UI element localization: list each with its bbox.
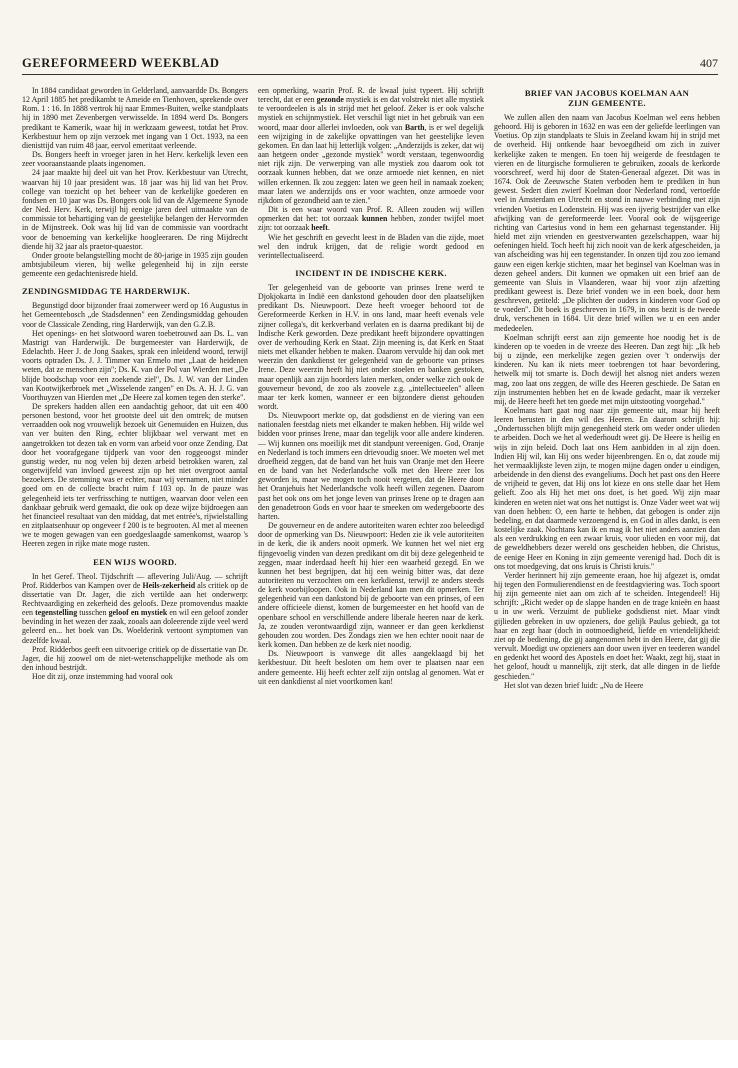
column-1 bbox=[22, 86, 248, 1036]
column-3 bbox=[494, 86, 720, 1036]
paragraph: In 1884 candidaat geworden in Gelderland, aanvaardde Ds. Bongers 12 April 1885 het predikambt te Ameide en Tienhoven, sprekende over Rom. 1 : 16. In 1888 vertrok hij naar Emmes-Buiten, welke standplaats hij in 1890 met Zevenbergen verwisselde. In 1894 werd Ds. Bongers predikant te Kamerik, waar hij in werkzaam geweest, totdat het Prov. Kerkbestuur hem op zijn verzoek met ingang van 1 Oct. 1933, na een dienisttijd van ruim 48 jaar, eervol emeritaat verleende. bbox=[22, 86, 248, 150]
text-run: mystiek is en dat volstrekt niet alle mystiek te veroordeelen is als in strijd met het geloof. Zeker is er ook valsche mystiek en schijnmystiek. Het verschil ligt niet in het gebruik van een woord, maar door allerlei invloeden, ook van bbox=[258, 95, 484, 132]
paragraph bbox=[258, 205, 484, 232]
publication-title: GEREFORMEERD WEEKBLAD bbox=[22, 56, 220, 70]
paragraph: Het openings- en het slotwoord waren toebetrouwd aan Ds. L. van Mastrigt van Harderwijk. De burgemeester van Harderwijk, de Edelachtb. Heer J. de Jong Saakes, sprak een inleidend woord, terwijl voorts optraden Ds. J. J. Timmer van Ermelo met „Laat de heidenen weten, dat ze menschen zijn"; Ds. K. van der Pol van Wierden met „De blijde boodschap voor een zoekende ziel", Ds. J. W. van der Linden van Kootwijkerbroek met „Wisselende zangen" en Ds. A. H. J. G. van Voorthuyzen van Hierden met „De Heere zal komen tegen den sterke". bbox=[22, 328, 248, 402]
paragraph: Hoe dit zij, onze instemming had vooral ook bbox=[32, 672, 173, 682]
paragraph bbox=[22, 572, 248, 645]
article-heading-wijs-woord: EEN WIJS WOORD. bbox=[93, 556, 177, 567]
text-run: hebben, zonder twijfel moet zijn: tot oorzaak bbox=[258, 214, 484, 233]
paragraph: We zullen allen den naam van Jacobus Koelman wel eens hebben gehoord. Hij is geboren in 1632 en was een der geliefde leerlingen van Voetius. Op zijn standplaats te Sluis in Zeeland kwam hij in strijd met de overheid. Hij ontkende haar bevoegdheid om zich in zuiver kerkelijke zaken te mengen. En toen hij weigerde de feestdagen te vieren en de liturgische formulieren te gebruiken, zooals de kerkorde voorschreef, werd hij door de Staten-Generaal afgezet. Dit was in 1674. Ook de Zeeuwsche Staten verboden hem te prediken in hun gewest. Sedert dien zwierf Koelman door Nederland rond, vertoefde veel in Amsterdam en Utrecht en stond in nauwe verbinding met zijn vrienden Voetius en Lodenstein. Hij was een ijverig bestrijder van elke afwijking van de gereformeerde leer. Vooral ook de wijsgeerige richting van Cartesius vond in hem een geharnast tegenstander. Hij hield met zijn vrienden en geestverwanten gezelschappen, waar hij oefeningen hield. Toch heeft hij zich nooit van de kerk afgescheiden, ja van afscheiding was hij een tegenstander. In onzen tijd zou zoo iemand gauw een eigen kerkje stichten, maar het beginsel van Koelman was in dezen geheel anders. Dit kunnen we opmaken uit een brief aan de gemeente van Sluis in Vlaanderen, waar hij voor zijn afzetting predikant geweest is. Deze brief vonden we in een boek, door hem geschreven, getiteld: „De plichten der ouders in kinderen voor God op te voeden". Dit boek is geschreven in 1679, in ons bezit is de tweede druk, verschenen in 1684. Uit deze brief willen we u en een ander mededeelen. bbox=[494, 113, 720, 333]
page-number: 407 bbox=[700, 56, 718, 70]
page-header bbox=[22, 52, 718, 75]
paragraph: Ds. Nieuwpoort merkte op, dat godsdienst en de viering van een nationalen feestdag niets met elkander te maken hebben. Hij wilde wel bidden voor prinses Irene, maar dan tegelijk voor alle andere kinderen. — Wij kunnen ons moeilijk met dit standpunt vereenigen. God, Oranje en Nederland is toch immers een drievoudig snoer. We moeten wel met droefheid zeggen, dat de band van het huis van Oranje met den Heere en de band van het Nederlandsche volk met den Heere zeer los geworden is, maar we mogen toch nooit vergeten, dat de Heere door het Oranjehuis het Nederlandsche volk heeft willen zegenen. Daarom past het ook ons om het jonge leven van prinses Irene op te dragen aan den genadetroon Gods en voor haar te smeeken om wedergeboorte des harten. bbox=[258, 411, 484, 521]
page-margin-bottom bbox=[0, 1040, 738, 1068]
article-heading-incident: INCIDENT IN DE INDISCHE KERK. bbox=[295, 267, 447, 278]
text-run: tusschen bbox=[77, 608, 109, 618]
paragraph: Het slot van dezen brief luidt: „Nu de Heere bbox=[504, 680, 644, 690]
paragraph: Koelman schrijft eerst aan zijn gemeente hoe noodig het is de kinderen op te voeden in de vreeze des Heeren. Dan zegt hij: „Ik heb bij u zijnde, een merkelijke zegen gezien over 't onderwijs der kinderen. Nu kan ik niets meer toebrengen tot haar bevordering, hetwelk mij tot smarte is. Doch dewijl het alsnog niet anders wezen mag, zoo laat ons zeggen, de wille des Heeren geschiede. De Satan en zijn instrumenten hebben het en de kwade gedacht, maar ik verzeker mij, de Heere heeft het ten goede met mijn uitstooting voorgehad." bbox=[494, 332, 720, 406]
emphasis: tegenstelling bbox=[35, 608, 78, 618]
paragraph: Prof. Ridderbos geeft een uitvoerige critiek op de dissertatie van Dr. Jager, die hij zoowel om de niet-wetenschappelijke methode als om den inhoud bestrijdt. bbox=[22, 644, 248, 673]
article-heading-zendingsmiddag: ZENDINGSMIDDAG TE HARDERWIJK. bbox=[22, 286, 190, 297]
paragraph: Begunstigd door bijzonder fraai zomerweer werd op 16 Augustus in het Gemeentebosch „de Stadsdennen" een Zendingsmiddag gehouden voor de Classicale Zending, ring Harderwijk, van den G.Z.B. bbox=[22, 301, 248, 329]
emphasis: Barth bbox=[404, 122, 425, 132]
paragraph: De sprekers hadden allen een aandachtig gehoor, dat uit een 400 personen bestond, voor het grootste deel uit den omtrek; de mutsen verraadden ook nog vrouwelijk bezoek uit Genemuiden en Huizen, dus van ver buiten den Ring, echter blijkbaar wel verwant met en aangetrokken tot dezen tak en vorm van arbeid voor onze Zending. Dat door het voorafgegane tijdperk van voor den roggeoogst minder gunstig weder, nu nog velen bij dezen arbeid betrokken waren, zal ongetwijfeld van invloed geweest zijn op het niet overgroot aantal bezoekers. De stemming was er echter, naar wij vernamen, niet minder goed om en de collecte bracht ruim f 103 op. In de pauze was gelegenheid iets ter verfrissching te nuttigen, waarvan door velen een dankbaar gebruik werd gemaakt, die ook op deze wijze bijdroegen aan het financieel resultaat van den middag, dat met entrée's, rijwielstalling en zitplaatsenhuur op ongeveer f 200 is te begrooten. Al met al meenen we te mogen gewagen van een goedgeslaagde samenkomst, waarop 's Heeren zegen in rijke mate moge rusten. bbox=[22, 402, 248, 549]
emphasis: Heils-zekerheid bbox=[142, 580, 196, 590]
text-run: een opmerking, waarin Prof. R. de kwaal juist typeert. Hij schrijft terecht, dat er een bbox=[258, 86, 484, 105]
text-run: In het Geref. Theol. Tijdschrift — aflevering Juli/Aug. — schrijft Prof. Ridderbos van Kampen over de bbox=[22, 571, 248, 590]
heading-line: ZIJN GEMEENTE. bbox=[568, 98, 646, 108]
paragraph bbox=[258, 649, 484, 686]
emphasis: geloof en mystiek bbox=[108, 608, 168, 618]
paragraph: Verder herinnert hij zijn gemeente eraan, hoe hij afgezet is, omdat hij tegen den Formulierendienst en de feestdagviering was. Toch spoort hij zijn gemeente niet aan om zich af te scheiden. Integendeel! Hij schrijft: „Richt weder op de slappe handen en de trage knieën en haast u in uw werk. Verzuimt de publieke godsdienst niet. Maar vindt gijlieden gebreken in uw opzieners, doe gelijk Paulus gebiedt, ga tot haar en zegt haar (doch in ootmoedigheid, liefde en vriendelijkheid: ziet op de bediening, die gij aangenomen hebt in den Heere, dat gij die vervult. Moedigt uw opzieners aan door uwen ijver en teederen wandel en gedenkt het woord des Apostels en doet het: Waakt, zegt hij, staat in het geloof, houdt u mannelijk, zijt sterk, dat alle dingen in de liefde geschieden." bbox=[494, 570, 720, 681]
paragraph: Onder groote belangstelling mocht de 80-jarige in 1935 zijn gouden ambtsjubileum vieren, bij welke gelegenheid hij in zijn eerste gemeente een gedachtenisrede hield. bbox=[22, 250, 248, 279]
text-run: Ds. Nieuwpoort is vanwege dit alles aangeklaagd bij het kerkbestuur. Dit heeft besloten om hem over te plaatsen naar een andere gemeente. Hij heeft echter zelf zijn ontslag al genomen. Wat er uit een dankdienst al niet voortkomen kan! bbox=[258, 649, 484, 686]
paragraph: Ter gelegenheid van de geboorte van prinses Irene werd te Djokjokarta in Indië een dankstond gehouden door den plaatselijken predikant Ds. Nieuwpoort. Deze heeft vroeger behoord tot de Gereformeerde Kerken in H.V. in ons land, maar heeft evenals vele zijner collega's, dit kerkverband verlaten en is daarna predikant bij de Indische Kerk geworden. Deze predikant heeft bijzondere opvattingen over de verhouding Kerk en Staat. Zijn meening is, dat Kerk en Staat niets met elkander hebben te maken. Daarom vervulde hij dan ook met weerzin den dankdienst ter gelegenheid van de geboorte van prinses Irene. Deze weerzin heeft hij niet onder stoelen en banken gestoken, maar openlijk aan zijn hoorders laten merken, onder welke zich ook de gouverneur bevond, de zoo als zoovele z.g. „intellectueelen" alleen maar ter kerk komen, wanneer er een bijzondere dienst gehouden wordt. bbox=[258, 282, 484, 411]
text-run: Dit is een waar woord van Prof. R. Alleen zouden wij willen opmerken dat het: tot oorzaak bbox=[258, 205, 484, 224]
heading-line: BRIEF VAN JACOBUS KOELMAN AAN bbox=[524, 88, 690, 98]
emphasis: kunnen bbox=[361, 214, 388, 224]
text-run: . bbox=[327, 223, 330, 233]
article-heading-brief bbox=[494, 88, 720, 108]
emphasis: gezonde bbox=[316, 95, 344, 105]
text-run: en wil een geloof zonder bevinding in het wezen der zaak, zooals aan doleerende zijde veel werd geleerd en... het boek van Ds. Woelderink vertoont symptomen van dezelfde kwaal. bbox=[22, 608, 248, 645]
paragraph: Wie het geschrift en gevecht leest in de Bladen van die zijde, moet wel den indruk krijgen, dat de religie wordt gedood en verintellectualiseerd. bbox=[258, 232, 484, 260]
paragraph: De gouverneur en de andere autoriteiten waren echter zoo beleedigd door de opmerking van Ds. Nieuwpoort: Heden zie ik vele autoriteiten in de kerk, die ik anders nooit opmerk. We kunnen het wel niet erg fijngevoelig vinden van dezen predikant om dit bij deze gelegenheid te zeggen, maar inderdaad heeft hij hier een waarheid gezegd. En we kunnen het best begrijpen, dat hij een weinig bitter was, dat deze autoriteiten nu verzochten om een kerkdienst, terwijl ze anders steeds de kerk voorbijloopen. Ook in Nederland kan men dit opmerken. Ter gelegenheid van een dankstond bij de geboorte van een prinses, of een andere officieele dienst, komen de burgemeester en het hoofd van de openbare school en verschillende andere liberale heeren naar de kerk. Ja, ze zouden verontwaardigd zijn, wanneer er dan geen kerkdienst gehouden zou worden. Des Zondags zien we hen echter nooit naar de kerk komen. Dan hebben ze de kerk niet noodig. bbox=[258, 521, 484, 650]
emphasis: heeft bbox=[311, 223, 328, 233]
paragraph: Ds. Bongers heeft in vroeger jaren in het Herv. kerkelijk leven een zeer vooraanstaande plaats ingenomen. bbox=[22, 150, 248, 169]
text-run: , is er wel degelijk een wijziging in de zakelijke opvattingen van het geestelijke leven gekomen. En dan laat hij letterlijk volgen: „Anderzijds is zeker, dat wij aan hetgeen onder „gezonde mystiek" wordt verstaan, tegenwoordig niet rijk zijn. De verwerping van alle mystiek zou daarom ook tot oorzaak kunnen hebben, dat we onze armoede niet kennen, en niet willen erkennen. Ik zou zeggen: laten we geen heil in namaak zoeken; maar laten we anderzijds ons er voor wachten, onze armoede voor rijkdom of gezondheid aan te zien." bbox=[258, 122, 484, 205]
paragraph: 24 jaar maakte hij deel uit van het Prov. Kerkbestuur van Utrecht, waarvan hij 10 jaar president was. 18 jaar was hij lid van het Prov. college van toezicht op het beheer van de kerkelijke goederen en fondsen en 10 jaar was Ds. Bongers ook lid van de Algemeene Synode der Ned. Herv. Kerk, terwijl hij eenige jaren deel uitmaakte van de commissie tot behartiging van de geestelijke belangen der Hervormden in de Mijnstreek. Ook was hij lid van de commissie van voordracht voor de benoeming van kerkelijke hoogleeraren. De ring Mijdrecht diende hij 32 jaar als praetor-quaestor. bbox=[22, 168, 248, 251]
column-2 bbox=[258, 86, 484, 1036]
paragraph bbox=[258, 86, 484, 205]
paragraph: Koelmans hart gaat nog naar zijn gemeente uit, maar hij heeft leeren berusten in den wil des Heeren. En daarom schrijft hij: „Ondertusschen blijft mijn genegenheid sterk om weder onder ulieden te arbeiden. Doch we het al wederhoudt weet gij. De Heere is heilig en wijs in zijn beleid. Doch laat ons Hem aanbidden in al zijn doen. Indien Hij wil, kan Hij ons weder bijeenbrengen. En o, dat zoude mij het vermaaklijkste leven zijn, te mogen mijne dagen onder u eindigen, arbeidende in den dienst des evangeliums. Doch het past ons den Heere de vrijheid te geven, dat Hij ons lot kieze en ons stelle daar het Hem gelieft. Zoo als Hij het met ons doet, is het goed. Wij zijn maar kinderen en weten niet wat ons het nuttigst is. Onze Vader weet wat wij van doen hebben: O, een harte te hebben, dat gebogen is onder zijn bedeling, en dat daarmede verzoengend is, en God in alles dankt, is een kostelijke zaak. Nochtans kan ik en mag ik het niet anders aanzien dan als een verdrukking en een zwaar kruis, voor ulieden en voor mij, dat de geweldhebbers dezer wereld ons gescheiden hebben, die Christus, de eenige Heer en Koning in zijn gemeente verenigd had. Doch dit is ons tot moedgeving, dat ons kruis is Christi kruis." bbox=[494, 406, 720, 571]
text-run: als critiek op de dissertatie van Dr. Jager, die zich vertilde aan het onderwerp: Rechtvaardiging en zekerheid des geloofs. Deze promovendus maakte een bbox=[22, 580, 248, 618]
